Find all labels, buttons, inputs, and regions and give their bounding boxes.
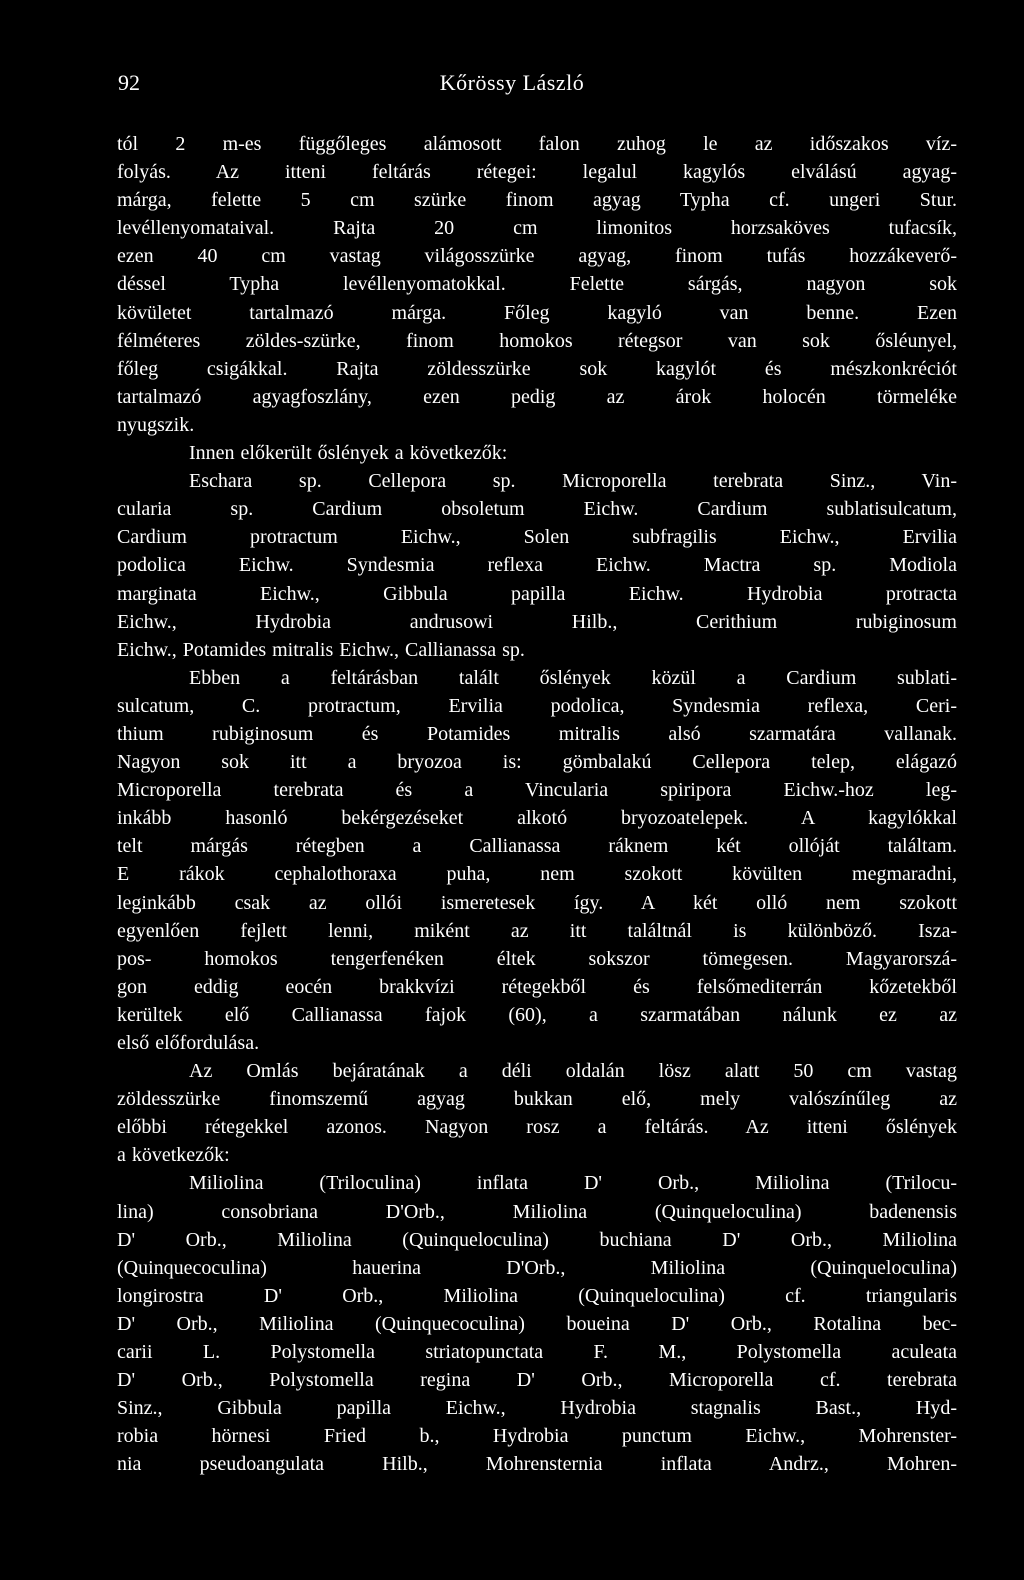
text-line: Cardium protractum Eichw., Solen subfragilis Eichw., Ervilia xyxy=(117,526,957,549)
text-line: leginkább csak az ollói ismeretesek így. A két olló nem szokott xyxy=(117,891,957,914)
text-line: folyás. Az itteni feltárás rétegei: legalul kagylós elválású agyag- xyxy=(117,161,957,184)
text-line: kövületet tartalmazó márga. Főleg kagyló van benne. Ezen xyxy=(117,301,957,324)
text-line: thium rubiginosum és Potamides mitralis alsó szarmatára vallanak. xyxy=(117,722,957,745)
text-line: lina) consobriana D'Orb., Miliolina (Quinqueloculina) badenensis xyxy=(117,1200,957,1223)
text-line: carii L. Polystomella striatopunctata F. M., Polystomella aculeata xyxy=(117,1341,957,1364)
text-line: zöldesszürke finomszemű agyag bukkan elő, mely valószínűleg az xyxy=(117,1088,957,1111)
text-line: Eichw., Potamides mitralis Eichw., Callianassa sp. xyxy=(117,638,525,661)
text-line: cularia sp. Cardium obsoletum Eichw. Cardium sublatisulcatum, xyxy=(117,498,957,521)
text-line: Innen előkerült őslények a következők: xyxy=(189,442,508,465)
text-line: nyugszik. xyxy=(117,413,195,436)
text-line: tól 2 m-es függőleges alámosott falon zuhog le az időszakos víz- xyxy=(117,133,957,155)
text-line: tartalmazó agyagfoszlány, ezen pedig az árok holocén törmeléke xyxy=(117,385,957,408)
text-line: Nagyon sok itt a bryozoa is: gömbalakú Cellepora telep, elágazó xyxy=(117,751,957,774)
text-line: gon eddig eocén brakkvízi rétegekből és felsőmediterrán kőzetekből xyxy=(117,975,957,998)
text-line: nia pseudoangulata Hilb., Mohrensternia inflata Andrz., Mohren- xyxy=(117,1453,957,1476)
text-line: D' Orb., Polystomella regina D' Orb., Microporella cf. terebrata xyxy=(117,1369,957,1392)
text-line: telt márgás rétegben a Callianassa ráknem két ollóját találtam. xyxy=(117,835,957,858)
text-line: Sinz., Gibbula papilla Eichw., Hydrobia stagnalis Bast., Hyd- xyxy=(117,1397,957,1420)
running-title: Kőrössy László xyxy=(439,70,585,95)
page-header xyxy=(0,70,1024,100)
text-line: marginata Eichw., Gibbula papilla Eichw. Hydrobia protracta xyxy=(117,582,957,605)
text-line: ezen 40 cm vastag világosszürke agyag, finom tufás hozzákeverő- xyxy=(117,245,957,268)
text-line: D' Orb., Miliolina (Quinquecoculina) boueina D' Orb., Rotalina bec- xyxy=(117,1312,957,1335)
text-line: egyenlően fejlett lenni, miként az itt találtnál is különböző. Isza- xyxy=(117,919,957,942)
text-line: D' Orb., Miliolina (Quinqueloculina) buchiana D' Orb., Miliolina xyxy=(117,1228,957,1251)
text-line: (Quinquecoculina) hauerina D'Orb., Miliolina (Quinqueloculina) xyxy=(117,1256,957,1279)
text-line: inkább hasonló bekérgezéseket alkotó bryozoatelepek. A kagylókkal xyxy=(117,807,957,830)
text-line: déssel Typha levéllenyomatokkal. Felette sárgás, nagyon sok xyxy=(117,273,957,296)
text-line: Az Omlás bejáratának a déli oldalán lösz alatt 50 cm vastag xyxy=(189,1060,957,1083)
text-line: félméteres zöldes-szürke, finom homokos rétegsor van sok ősléunyel, xyxy=(117,329,957,352)
text-line: E rákok cephalothoraxa puha, nem szokott kövülten megmaradni, xyxy=(117,863,957,886)
text-line: robia hörnesi Fried b., Hydrobia punctum Eichw., Mohrenster- xyxy=(117,1425,957,1448)
text-line: levéllenyomataival. Rajta 20 cm limonitos horzsaköves tufacsík, xyxy=(117,217,957,240)
text-line: Microporella terebrata és a Vincularia spiripora Eichw.-hoz leg- xyxy=(117,779,957,802)
text-line: Miliolina (Triloculina) inflata D' Orb., Miliolina (Trilocu- xyxy=(189,1172,957,1195)
text-line: Ebben a feltárásban talált őslények közül a Cardium sublati- xyxy=(189,666,957,689)
text-line: longirostra D' Orb., Miliolina (Quinqueloculina) cf. triangularis xyxy=(117,1284,957,1307)
text-line: sulcatum, C. protractum, Ervilia podolica, Syndesmia reflexa, Ceri- xyxy=(117,694,957,717)
text-line: főleg csigákkal. Rajta zöldesszürke sok kagylót és mészkonkréciót xyxy=(117,357,957,380)
text-line: pos- homokos tengerfenéken éltek sokszor tömegesen. Magyarorszá- xyxy=(117,947,957,970)
text-line: Eichw., Hydrobia andrusowi Hilb., Cerithium rubiginosum xyxy=(117,610,957,633)
page-number: 92 xyxy=(118,70,140,95)
text-line: előbbi rétegekkel azonos. Nagyon rosz a feltárás. Az itteni őslények xyxy=(117,1116,957,1139)
text-line: podolica Eichw. Syndesmia reflexa Eichw. Mactra sp. Modiola xyxy=(117,554,957,577)
body-text xyxy=(117,130,957,1479)
text-line: márga, felette 5 cm szürke finom agyag Typha cf. ungeri Stur. xyxy=(117,189,957,212)
text-line: első előfordulása. xyxy=(117,1032,260,1054)
text-line: a következők: xyxy=(117,1144,230,1167)
text-line: Eschara sp. Cellepora sp. Microporella terebrata Sinz., Vin- xyxy=(189,470,957,493)
text-line: kerültek elő Callianassa fajok (60), a szarmatában nálunk ez az xyxy=(117,1003,957,1026)
